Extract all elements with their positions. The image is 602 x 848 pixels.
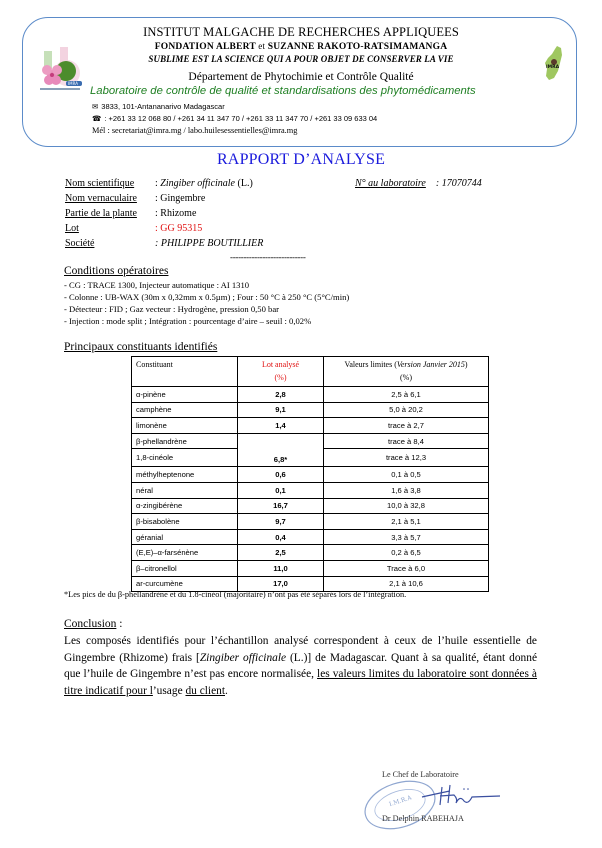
signature-block: [360, 765, 510, 830]
lot-value: 1,4: [238, 418, 324, 434]
envelope-icon: ✉: [92, 102, 99, 111]
lot-value: 17,0: [238, 576, 324, 592]
limit-range: 0,2 à 6,5: [324, 545, 489, 561]
constituent-name: ar-curcumène: [132, 576, 238, 592]
table-row: [132, 498, 489, 514]
header-lot-line2: (%): [274, 373, 287, 382]
constituent-name: β-phellandrène: [132, 433, 238, 449]
lab-number: [355, 178, 482, 189]
condition-line: - Colonne : UB-WAX (30m x 0,32mm x 0.5µm) ; Four : 50 °C à 250 °C (5°C/min): [64, 292, 350, 302]
scientific-name-author: (L.): [235, 178, 253, 189]
conclusion-species: Zingiber officinale: [199, 651, 287, 664]
header-limits: [324, 357, 489, 387]
lot-value: 2,5: [238, 545, 324, 561]
condition-line: - CG : TRACE 1300, Injecteur automatique : AI 1310: [64, 280, 250, 290]
foundation-suffix: SUZANNE RAKOTO-RATSIMAMANGA: [267, 42, 448, 52]
header-limits-version: Version Janvier 2015: [396, 360, 465, 369]
limit-range: 10,0 à 32,8: [324, 498, 489, 514]
lab-number-label: N° au laboratoire: [355, 178, 426, 189]
limit-range: trace à 2,7: [324, 418, 489, 434]
lot-value: 0,6: [238, 467, 324, 483]
telephone-icon: ☎: [92, 114, 102, 123]
limit-range: 2,5 à 6,1: [324, 387, 489, 403]
conclusion-part: (L.)] de Madagascar. Quant à sa qualité, étant donné que l’huile de Gingembre n’est pas encore normalisée,: [64, 651, 537, 680]
imra-flask-flower-logo: [36, 45, 86, 95]
foundation-name: [0, 41, 602, 52]
field-value: : PHILIPPE BOUTILLIER: [155, 238, 264, 249]
constituent-name: α-zingibérène: [132, 498, 238, 514]
table-row: [132, 467, 489, 483]
lot-value: 9,1: [238, 402, 324, 418]
constituent-name: néral: [132, 482, 238, 498]
stamp-text: I.M.R.A: [388, 794, 413, 809]
field-value: : GG 95315: [155, 223, 203, 234]
field-plant-part: [65, 208, 196, 219]
lot-value-merged: 6,8*: [238, 433, 324, 467]
header-limits-line2: (%): [400, 373, 412, 382]
field-label: Partie de la plante: [65, 208, 137, 219]
foundation-prefix: FONDATION ALBERT: [154, 42, 256, 52]
table-header-row: [132, 357, 489, 387]
field-label: Nom scientifique: [65, 178, 135, 189]
limit-range: 2,1 à 10,6: [324, 576, 489, 592]
header-limits-prefix: Valeurs limites (: [344, 360, 397, 369]
foundation-et: et: [258, 41, 266, 51]
header-lot-line1: Lot analysé: [261, 360, 300, 369]
table-row: [132, 560, 489, 576]
address-text: 3833, 101-Antananarivo Madagascar: [101, 102, 225, 111]
table-row: [132, 514, 489, 530]
lot-value: 2,8: [238, 387, 324, 403]
signatory-role: Le Chef de Laboratoire: [382, 770, 459, 779]
field-value: : Rhizome: [155, 208, 197, 219]
conclusion-underlined: les valeurs limites du laboratoire sont données à titre indicatif pour l: [64, 668, 537, 697]
constituent-name: camphène: [132, 402, 238, 418]
conclusion-title-colon: :: [116, 618, 123, 630]
limit-range: 2,1 à 5,1: [324, 514, 489, 530]
institute-motto: SUBLIME EST LA SCIENCE QUI A POUR OBJET DE CONSERVER LA VIE: [148, 54, 454, 64]
conclusion-part: ’usage: [152, 684, 186, 697]
conclusion-part: .: [225, 684, 228, 697]
lot-value: 11,0: [238, 560, 324, 576]
lot-value: 16,7: [238, 498, 324, 514]
phone-text: : +261 33 12 068 80 / +261 34 11 347 70 / +261 33 11 347 70 / +261 33 09 633 04: [104, 114, 378, 123]
conclusion-title: [64, 618, 122, 630]
limit-range: trace à 12,3: [324, 449, 489, 467]
logo-left-label: IMRA: [68, 81, 78, 86]
department-name: Département de Phytochimie et Contrôle Qualité: [188, 71, 414, 83]
constituent-name: limonène: [132, 418, 238, 434]
field-vernacular-name: [65, 193, 205, 204]
handwritten-signature: [420, 783, 502, 809]
constituent-name: 1,8-cinéole: [132, 449, 238, 467]
constituent-name: (E,E)–α-farsénène: [132, 545, 238, 561]
logo-right-label: IMRA: [546, 65, 560, 70]
field-scientific-name: [65, 178, 253, 189]
table-row: [132, 402, 489, 418]
conditions-title: Conditions opératoires: [64, 265, 169, 277]
limit-range: Trace à 6,0: [324, 560, 489, 576]
field-label: Nom vernaculaire: [65, 193, 137, 204]
constituent-name: α-pinène: [132, 387, 238, 403]
limit-range: 1,6 à 3,8: [324, 482, 489, 498]
signatory-name: Dr Delphin RABEHAJA: [382, 814, 464, 823]
conclusion-text: [64, 633, 537, 699]
constituent-name: méthylheptenone: [132, 467, 238, 483]
table-row: [132, 529, 489, 545]
constituents-table: [131, 356, 489, 592]
laboratory-name: Laboratoire de contrôle de qualité et standardisations des phytomédicaments: [90, 85, 476, 97]
constituents-title: Principaux constituants identifiés: [64, 341, 218, 353]
header-constituent: Constituant: [132, 357, 238, 387]
condition-line: - Injection : mode split ; Intégration : pourcentage d’aire – seuil : 0,02%: [64, 316, 312, 326]
lab-number-value: : 17070744: [435, 178, 482, 189]
table-footnote: *Les pics de du β-phellandrène et du 1.8-cinéol (majoritaire) n’ont pas été séparés lors de l’intégration.: [64, 590, 407, 599]
header-limits-suffix: ): [464, 360, 468, 369]
field-label: Lot: [65, 223, 79, 234]
lot-value: 9,7: [238, 514, 324, 530]
field-company: [65, 238, 263, 249]
phone-numbers: [92, 114, 377, 123]
constituent-name: β–citronellol: [132, 560, 238, 576]
lot-value: 0,1: [238, 482, 324, 498]
limit-range: 5,0 à 20,2: [324, 402, 489, 418]
table-row: [132, 482, 489, 498]
report-title: RAPPORT D’ANALYSE: [216, 151, 386, 168]
table-row: [132, 545, 489, 561]
condition-line: - Détecteur : FID ; Gaz vecteur : Hydrogène, pression 0,50 bar: [64, 304, 280, 314]
constituent-name: β-bisabolène: [132, 514, 238, 530]
table-row: [132, 387, 489, 403]
lot-value: 0,4: [238, 529, 324, 545]
field-lot: [65, 223, 202, 234]
limit-range: 3,3 à 5,7: [324, 529, 489, 545]
separator-line: ----------------------------: [230, 252, 306, 262]
field-label: Société: [65, 238, 95, 249]
conclusion-title-text: Conclusion: [64, 618, 117, 630]
limit-range: trace à 8,4: [324, 433, 489, 449]
institute-name: INSTITUT MALGACHE DE RECHERCHES APPLIQUEES: [143, 25, 459, 39]
field-value: : Zingiber officinale (L.): [155, 178, 253, 189]
limit-range: 0,1 à 0,5: [324, 467, 489, 483]
email-addresses[interactable]: Mél : secretariat@imra.mg / labo.huilesessentielles@imra.mg: [92, 126, 298, 135]
constituent-name: géranial: [132, 529, 238, 545]
conclusion-underlined: du client: [185, 684, 226, 697]
scientific-name-italic: Zingiber officinale: [160, 178, 235, 189]
header-lot: [238, 357, 324, 387]
table-row: [132, 418, 489, 434]
conclusion-part: Les composés identifiés pour l’échantillon analysé correspondent à ceux de l’huile essentielle de Gingembre (Rhizome) frais [: [64, 635, 537, 664]
field-value: : Gingembre: [155, 193, 206, 204]
postal-address: [92, 102, 225, 111]
table-row: [132, 433, 489, 449]
